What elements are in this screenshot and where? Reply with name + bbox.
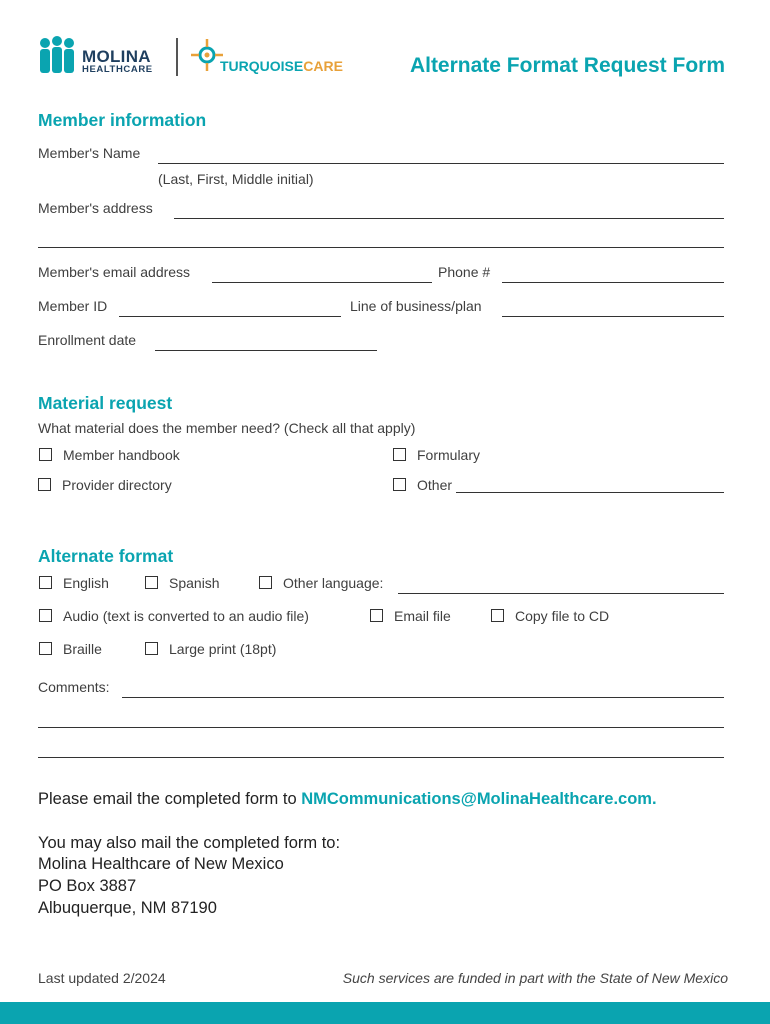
braille-checkbox[interactable]: [39, 642, 52, 655]
enrollment-date-field[interactable]: [155, 350, 377, 351]
partner-name-part1: TURQUOISE: [220, 58, 304, 74]
enrollment-date-label: Enrollment date: [38, 332, 137, 348]
alternate-format-heading: Alternate format: [38, 546, 174, 566]
footer-bar: [0, 1002, 770, 1024]
provider-directory-checkbox[interactable]: [38, 478, 51, 491]
other-language-label: Other language:: [283, 575, 384, 591]
people-icon: [38, 36, 80, 76]
submission-email-link[interactable]: NMCommunications@MolinaHealthcare.com.: [301, 790, 657, 808]
comments-field-3[interactable]: [38, 757, 724, 758]
member-name-label: Member's Name: [38, 145, 141, 161]
mail-address-line3: Albuquerque, NM 87190: [38, 899, 217, 917]
copy-cd-checkbox[interactable]: [491, 609, 504, 622]
funding-notice: Such services are funded in part with the State of New Mexico: [342, 970, 728, 986]
member-id-field[interactable]: [119, 316, 341, 317]
other-material-checkbox[interactable]: [393, 478, 406, 491]
email-file-checkbox[interactable]: [370, 609, 383, 622]
email-instruction: [38, 790, 657, 809]
turquoise-care-logo: [190, 38, 343, 78]
formulary-label: Formulary: [417, 447, 481, 463]
zia-sun-icon: [190, 38, 224, 76]
member-id-label: Member ID: [38, 298, 108, 314]
mail-intro: You may also mail the completed form to:: [38, 834, 341, 852]
molina-logo: [38, 36, 164, 78]
audio-checkbox[interactable]: [39, 609, 52, 622]
material-request-heading: Material request: [38, 393, 173, 413]
other-material-field[interactable]: [456, 492, 724, 493]
audio-label: Audio (text is converted to an audio file): [63, 608, 309, 624]
plan-field[interactable]: [502, 316, 724, 317]
braille-label: Braille: [63, 641, 102, 657]
email-instruction-text: Please email the completed form to: [38, 790, 302, 808]
spanish-checkbox[interactable]: [145, 576, 158, 589]
phone-field[interactable]: [502, 282, 724, 283]
comments-label: Comments:: [38, 679, 110, 695]
english-checkbox[interactable]: [39, 576, 52, 589]
plan-label: Line of business/plan: [350, 298, 482, 314]
comments-field[interactable]: [122, 697, 724, 698]
phone-label: Phone #: [438, 264, 491, 280]
spanish-label: Spanish: [169, 575, 220, 591]
material-question: What material does the member need? (Check all that apply): [38, 420, 416, 436]
mail-address-line2: PO Box 3887: [38, 877, 137, 895]
last-updated: Last updated 2/2024: [38, 970, 166, 986]
member-info-heading: Member information: [38, 110, 207, 130]
large-print-label: Large print (18pt): [169, 641, 277, 657]
member-handbook-label: Member handbook: [63, 447, 180, 463]
mail-address-line1: Molina Healthcare of New Mexico: [38, 855, 284, 873]
copy-cd-label: Copy file to CD: [515, 608, 610, 624]
brand-subtitle: HEALTHCARE: [82, 64, 153, 75]
logo-divider: [176, 38, 178, 76]
brand-name: MOLINA: [82, 47, 151, 66]
member-email-label: Member's email address: [38, 264, 191, 280]
member-address-field[interactable]: [174, 218, 724, 219]
member-handbook-checkbox[interactable]: [39, 448, 52, 461]
partner-name: [220, 58, 343, 74]
member-name-field[interactable]: [158, 163, 724, 164]
member-address-label: Member's address: [38, 200, 153, 216]
provider-directory-label: Provider directory: [62, 477, 172, 493]
english-label: English: [63, 575, 109, 591]
large-print-checkbox[interactable]: [145, 642, 158, 655]
other-language-field[interactable]: [398, 593, 724, 594]
other-language-checkbox[interactable]: [259, 576, 272, 589]
partner-name-part2: CARE: [303, 58, 343, 74]
other-material-label: Other: [417, 477, 453, 493]
page-title: Alternate Format Request Form: [409, 54, 725, 77]
member-address-field-2[interactable]: [38, 247, 724, 248]
member-name-hint: (Last, First, Middle initial): [158, 171, 314, 187]
email-file-label: Email file: [394, 608, 451, 624]
formulary-checkbox[interactable]: [393, 448, 406, 461]
comments-field-2[interactable]: [38, 727, 724, 728]
member-email-field[interactable]: [212, 282, 432, 283]
